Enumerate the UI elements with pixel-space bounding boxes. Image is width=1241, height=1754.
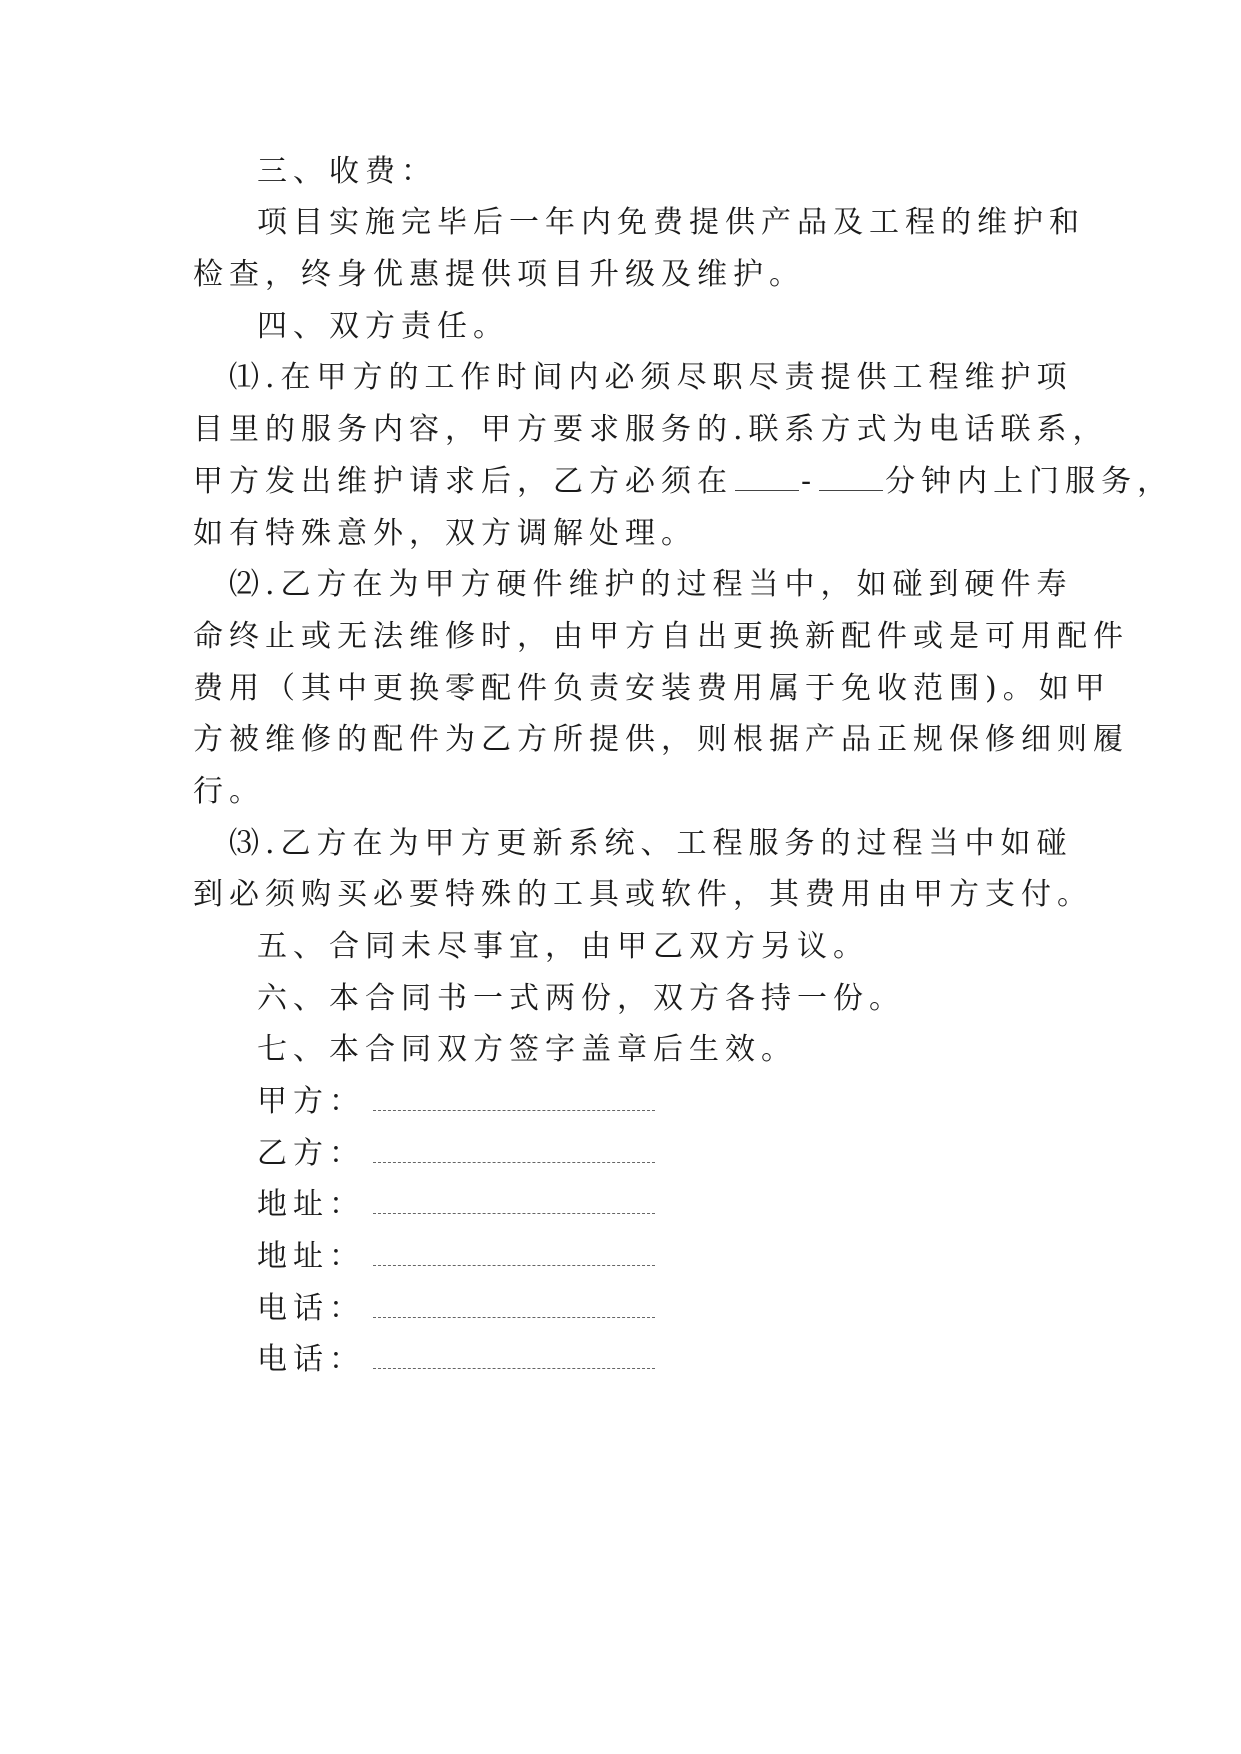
signature-blank[interactable] xyxy=(373,1185,655,1214)
signature-row-party-b xyxy=(257,1134,655,1174)
duty1-line: ⑴.在甲方的工作时间内必须尽职尽责提供工程维护项 xyxy=(229,360,1073,395)
signature-label: 电话： xyxy=(257,1342,365,1377)
signature-blank[interactable] xyxy=(373,1289,655,1318)
signature-label: 电话： xyxy=(257,1291,365,1326)
duty2-line: 方被维修的配件为乙方所提供，则根据产品正规保修细则履 xyxy=(193,722,1129,757)
duty1-text-a: 甲方发出维护请求后，乙方必须在 xyxy=(193,464,733,499)
signature-row-phone-b xyxy=(257,1340,655,1380)
signature-blank[interactable] xyxy=(373,1237,655,1266)
signature-label: 地址： xyxy=(257,1239,365,1274)
duty3-line: ⑶.乙方在为甲方更新系统、工程服务的过程当中如碰 xyxy=(229,826,1073,861)
signature-row-address-a xyxy=(257,1185,655,1225)
duty1-text-c: 分钟内上门服务， xyxy=(885,464,1174,499)
minutes-to-blank[interactable] xyxy=(819,464,883,491)
signature-row-party-a xyxy=(257,1082,655,1122)
signature-blank[interactable] xyxy=(373,1082,655,1111)
minutes-from-blank[interactable] xyxy=(735,464,799,491)
duty3-line: 到必须购买必要特殊的工具或软件，其费用由甲方支付。 xyxy=(193,877,1093,912)
signature-blank[interactable] xyxy=(373,1134,655,1163)
duty2-line: 行。 xyxy=(193,774,265,809)
duty1-line-with-blanks xyxy=(193,462,1173,502)
signature-row-phone-a xyxy=(257,1289,655,1329)
duty2-line: 命终止或无法维修时，由甲方自出更换新配件或是可用配件 xyxy=(193,619,1129,654)
signature-blank[interactable] xyxy=(373,1340,655,1369)
clause-7: 七、本合同双方签字盖章后生效。 xyxy=(257,1032,797,1067)
fee-heading: 三、收费： xyxy=(257,154,437,189)
duty1-line: 目里的服务内容，甲方要求服务的.联系方式为电话联系， xyxy=(193,412,1109,447)
signature-label: 甲方： xyxy=(257,1084,365,1119)
duty-heading: 四、双方责任。 xyxy=(257,309,509,344)
signature-row-address-b xyxy=(257,1237,655,1277)
clause-5: 五、合同未尽事宜，由甲乙双方另议。 xyxy=(257,929,869,964)
fee-paragraph-line: 检查，终身优惠提供项目升级及维护。 xyxy=(193,257,805,292)
duty1-line: 如有特殊意外，双方调解处理。 xyxy=(193,516,697,551)
duty1-dash: - xyxy=(801,464,818,499)
signature-label: 乙方： xyxy=(257,1136,365,1171)
fee-paragraph-line: 项目实施完毕后一年内免费提供产品及工程的维护和 xyxy=(257,205,1085,240)
duty2-line: ⑵.乙方在为甲方硬件维护的过程当中，如碰到硬件寿 xyxy=(229,567,1073,602)
duty2-line: 费用（其中更换零配件负责安装费用属于免收范围)。如甲 xyxy=(193,671,1111,706)
signature-label: 地址： xyxy=(257,1187,365,1222)
clause-6: 六、本合同书一式两份，双方各持一份。 xyxy=(257,981,905,1016)
